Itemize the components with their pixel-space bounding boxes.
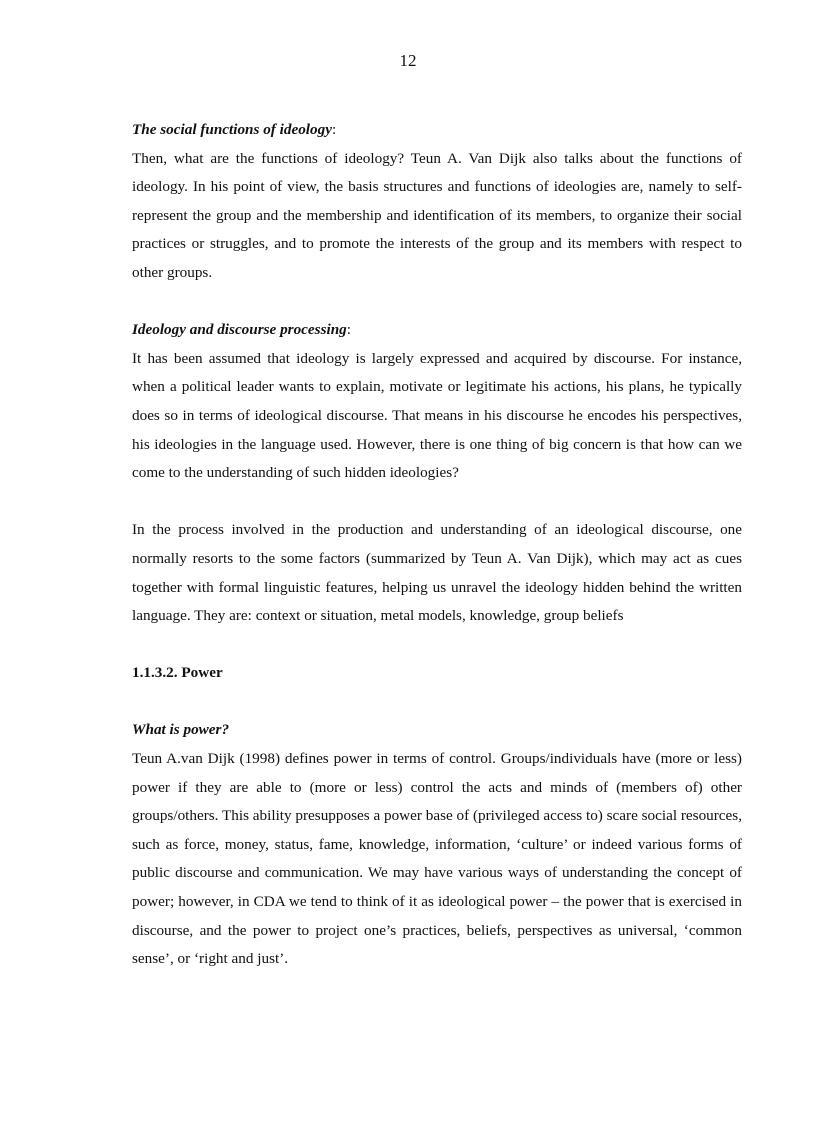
heading-social-functions-text: The social functions of ideology <box>132 121 332 138</box>
spacer <box>132 631 742 660</box>
spacer <box>132 288 742 317</box>
heading-what-is-power: What is power? <box>132 721 230 739</box>
section-heading-power: 1.1.3.2. Power <box>132 664 223 682</box>
section-discourse-processing <box>132 316 742 488</box>
heading-social-functions-colon: : <box>331 121 337 138</box>
paragraph-discourse-processing-1: It has been assumed that ideology is largely expressed and acquired by discourse. For instance, when a political leader wants to explain, motivate or legitimate his actions, his plans, he typically does so in terms of ideological discourse. That means in his discourse he encodes his perspectives, his ideologies in the language used. However, there is one thing of big concern is that how can we come to the understanding of such hidden ideologies? <box>132 349 742 482</box>
heading-discourse-processing <box>132 316 742 345</box>
document-body <box>132 116 742 974</box>
page-number: 12 <box>399 51 417 70</box>
heading-social-functions <box>132 116 742 145</box>
heading-discourse-processing-text: Ideology and discourse processing <box>132 321 347 339</box>
spacer <box>132 488 742 517</box>
paragraph-social-functions: Then, what are the functions of ideology? Teun A. Van Dijk also talks about the functions of ideology. In his point of view, the basis structures and functions of ideologies are, namely to self-represent the group and the membership and identification of its members, to organize their social practices or struggles, and to promote the interests of the group and its members with respect to other groups. <box>132 149 742 281</box>
paragraph-discourse-processing-2: In the process involved in the production and understanding of an ideological discourse, one normally resorts to the some factors (summarized by Teun A. Van Dijk), which may act as cues together with formal linguistic features, helping us unravel the ideology hidden behind the written language. They are: context or situation, metal models, knowledge, group beliefs <box>132 521 742 625</box>
heading-discourse-processing-colon: : <box>346 321 351 339</box>
spacer <box>132 688 742 717</box>
paragraph-power: Teun A.van Dijk (1998) defines power in terms of control. Groups/individuals have (more or less) power if they are able to (more or less) control the acts and minds of (members of) other groups/others. This ability presupposes a power base of (privileged access to) scare social resources, such as force, money, status, fame, knowledge, information, ‘culture’ or indeed various forms of public discourse and communication. We may have various ways of understanding the concept of power; however, in CDA we tend to think of it as ideological power – the power that is exercised in discourse, and the power to project one’s practices, beliefs, perspectives as universal, ‘common sense’, or ‘right and just’. <box>132 750 742 968</box>
section-what-is-power <box>132 716 742 973</box>
section-social-functions <box>132 116 742 288</box>
